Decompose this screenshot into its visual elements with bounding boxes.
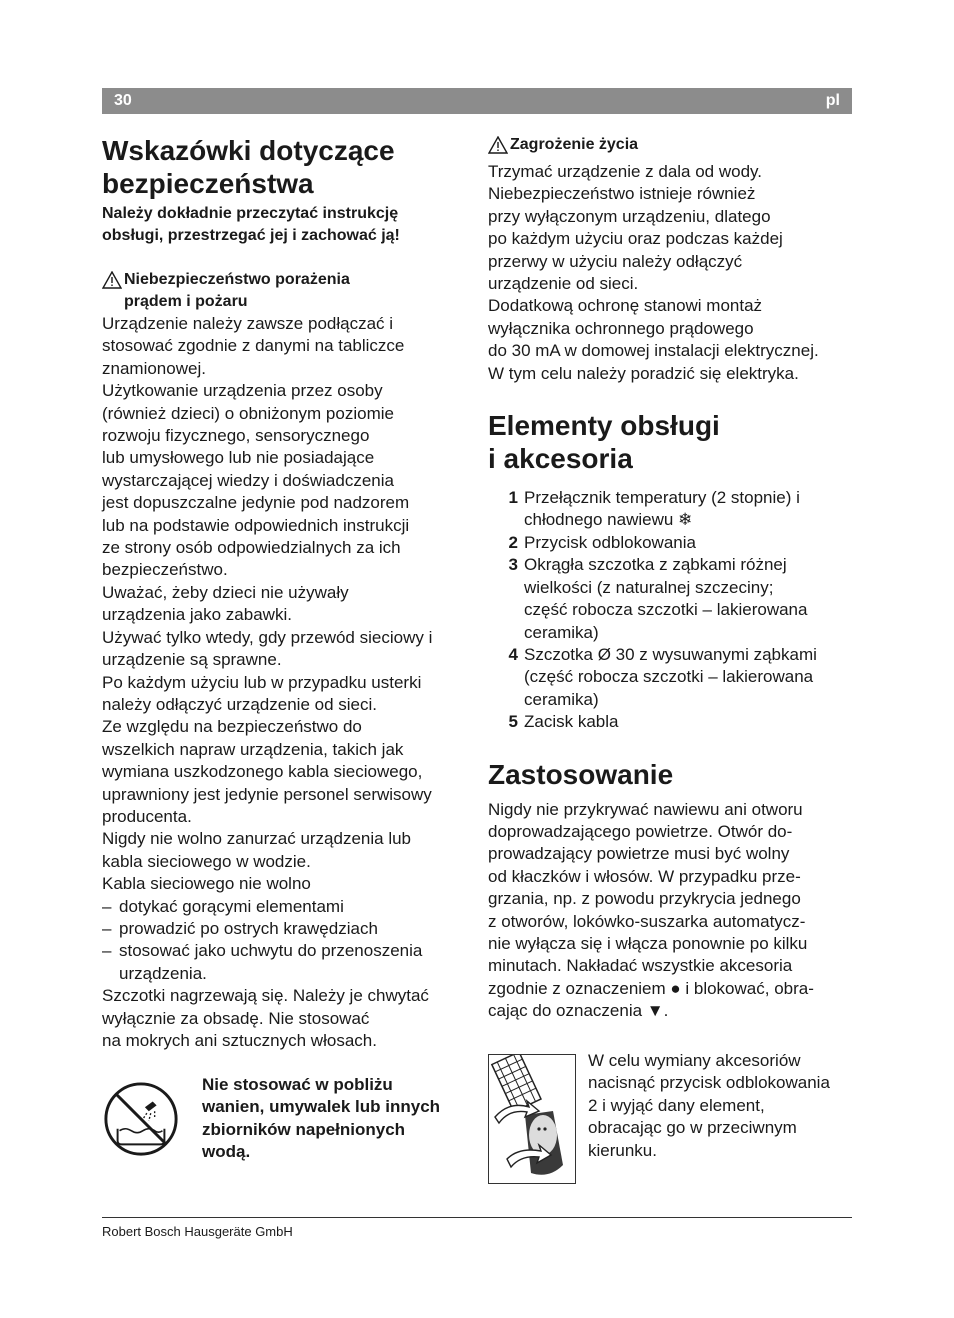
- danger-line: do 30 mA w domowej instalacji elektrycznej.: [488, 341, 819, 361]
- usage-line: od kłaczków i włosów. W przypadku prze-: [488, 866, 801, 886]
- item-text: ceramika): [524, 622, 599, 642]
- body-line: ze strony osób odpowiedzialnych za ich: [102, 538, 401, 558]
- item-number: 4: [508, 644, 518, 664]
- bath-line: Nie stosować w pobliżu: [202, 1075, 393, 1094]
- list-item: [488, 644, 854, 711]
- usage-body: [488, 799, 854, 1023]
- item-number: 1: [508, 488, 518, 508]
- item-number: 3: [508, 555, 518, 575]
- body-line: znamionowej.: [102, 358, 206, 378]
- usage-line: minutach. Nakładać wszystkie akcesoria: [488, 956, 793, 976]
- accessory-line: nacisnąć przycisk odblokowania: [588, 1073, 830, 1093]
- right-column: [488, 134, 854, 1023]
- warning1-title-line2: prądem i pożaru: [124, 293, 248, 310]
- dash-text: stosować jako uchwytu do przenoszenia: [119, 941, 423, 961]
- body-line: lub umysłowego lub nie posiadające: [102, 448, 375, 468]
- danger-line: Trzymać urządzenie z dala od wody.: [488, 162, 763, 181]
- danger-line: urządzenie od sieci.: [488, 274, 639, 294]
- body-line: jest dopuszczalne jedynie pod nadzorem: [102, 493, 410, 513]
- body-line: lub na podstawie odpowiednich instrukcji: [102, 515, 410, 535]
- safety-body: [102, 313, 467, 1052]
- controls-title: [488, 409, 854, 475]
- body-line: Kabla sieciowego nie wolno: [102, 874, 311, 894]
- body-line: wymiana uszkodzonego kabla sieciowego,: [102, 762, 423, 782]
- body-line: kabla sieciowego w wodzie.: [102, 851, 311, 871]
- accessory-line: kierunku.: [588, 1140, 657, 1160]
- accessory-illustration: [488, 1054, 576, 1184]
- usage-line: grzania, np. z powodu przykrycia jednego: [488, 889, 801, 909]
- usage-line: doprowadzającego powietrze. Otwór do-: [488, 821, 793, 841]
- bath-line: zbiorników napełnionych: [202, 1119, 406, 1139]
- bath-warning-text: [202, 1074, 470, 1164]
- body-line: rozwoju fizycznego, sensorycznego: [102, 426, 370, 446]
- safety-title-line1: Wskazówki dotyczące: [102, 135, 395, 166]
- body-line: Użytkowanie urządzenia przez osoby: [102, 381, 383, 401]
- item-text: Przełącznik temperatury (2 stopnie) i: [524, 488, 800, 508]
- no-water-icon: [102, 1080, 180, 1158]
- dash-item: [102, 940, 467, 985]
- body-line: Urządzenie należy zawsze podłączać i: [102, 314, 394, 333]
- body-line: stosować zgodnie z danymi na tabliczce: [102, 336, 405, 356]
- page-header: [102, 88, 852, 114]
- usage-line: z otworów, lokówko-suszarka automatycz-: [488, 911, 806, 931]
- footer-divider: [102, 1217, 852, 1218]
- dash-marker: –: [102, 918, 112, 938]
- accessory-instructions: [588, 1050, 858, 1162]
- danger-title: Zagrożenie życia: [510, 136, 639, 153]
- body-line: Nigdy nie wolno zanurzać urządzenia lub: [102, 829, 412, 849]
- item-text: ceramika): [524, 689, 599, 709]
- accessory-line: 2 i wyjąć dany element,: [588, 1095, 765, 1115]
- dash-text: urządzenia.: [119, 963, 207, 983]
- item-text: Zacisk kabla: [524, 712, 619, 732]
- dash-text: dotykać gorącymi elementami: [119, 896, 344, 916]
- body-line: urządzenie są sprawne.: [102, 650, 282, 670]
- dash-marker: –: [102, 896, 112, 916]
- dash-item: [102, 918, 467, 940]
- body-line: bezpieczeństwo.: [102, 560, 228, 580]
- bath-line: wanien, umywalek lub innych: [202, 1097, 441, 1117]
- warning-triangle-icon: [102, 269, 124, 313]
- body-line: Używać tylko wtedy, gdy przewód sieciowy i: [102, 627, 433, 647]
- danger-line: wyłącznika ochronnego prądowego: [488, 318, 754, 338]
- bath-warning: [102, 1074, 462, 1174]
- list-item: [488, 532, 854, 554]
- body-line: (również dzieci) o obniżonym poziomie: [102, 403, 394, 423]
- warning-triangle-icon: [488, 134, 510, 161]
- intro-line2: obsługi, przestrzegać jej i zachować ją!: [102, 227, 400, 244]
- body-line: Uważać, żeby dzieci nie używały: [102, 582, 349, 602]
- bath-line: wodą.: [202, 1142, 251, 1162]
- danger-line: Dodatkową ochronę stanowi montaż: [488, 296, 763, 316]
- body-line: wszelkich napraw urządzenia, takich jak: [102, 739, 404, 759]
- item-number: 2: [508, 532, 518, 552]
- usage-title: Zastosowanie: [488, 758, 674, 790]
- body-line: Ze względu na bezpieczeństwo do: [102, 717, 362, 737]
- item-text: (część robocza szczotki – lakierowana: [524, 667, 814, 687]
- usage-line: nie wyłącza się i włącza ponownie po kilku: [488, 933, 808, 953]
- danger-line: przy wyłączonym urządzeniu, dlatego: [488, 206, 771, 226]
- warning1-title-line1: Niebezpieczeństwo porażenia: [124, 271, 350, 288]
- body-line: uprawniony jest jedynie personel serwisowy: [102, 784, 432, 804]
- footer-company: Robert Bosch Hausgeräte GmbH: [102, 1224, 293, 1239]
- safety-title-line2: bezpieczeństwa: [102, 168, 314, 199]
- brush-removal-icon: [489, 1055, 575, 1183]
- accessory-line: obracając go w przeciwnym: [588, 1118, 797, 1138]
- danger-line: W tym celu należy poradzić się elektryka.: [488, 363, 799, 383]
- item-text: chłodnego nawiewu ❄: [524, 510, 693, 530]
- list-item: [488, 711, 854, 733]
- usage-line: cając do oznaczenia ▼.: [488, 1001, 669, 1021]
- body-line: wystarczającej wiedzy i doświadczenia: [102, 470, 394, 490]
- dash-text: prowadzić po ostrych krawędziach: [119, 918, 378, 938]
- item-text: Przycisk odblokowania: [524, 532, 696, 552]
- body-line: Szczotki nagrzewają się. Należy je chwytać: [102, 986, 429, 1006]
- safety-title: [102, 134, 467, 200]
- controls-title-line2: i akcesoria: [488, 443, 633, 475]
- accessory-line: W celu wymiany akcesoriów: [588, 1051, 801, 1070]
- item-number: 5: [508, 712, 518, 732]
- item-text: Szczotka Ø 30 z wysuwanymi ząbkami: [524, 644, 817, 664]
- page-number: 30: [114, 92, 132, 109]
- usage-line: zgodnie z oznaczeniem ● i blokować, obra-: [488, 978, 814, 998]
- language-code: pl: [825, 92, 840, 109]
- body-line: wyłącznie za obsadę. Nie stosować: [102, 1008, 370, 1028]
- body-line: producenta.: [102, 806, 192, 826]
- intro-line1: Należy dokładnie przeczytać instrukcję: [102, 205, 399, 222]
- danger-line: po każdym użyciu oraz podczas każdej: [488, 229, 783, 249]
- body-line: urządzenia jako zabawki.: [102, 605, 292, 625]
- body-line: należy odłączyć urządzenie od sieci.: [102, 694, 377, 714]
- controls-title-line1: Elementy obsługi: [488, 410, 720, 442]
- dash-marker: –: [102, 941, 112, 961]
- body-line: Po każdym użyciu lub w przypadku usterki: [102, 672, 422, 692]
- item-text: wielkości (z naturalnej szczeciny;: [524, 577, 774, 597]
- left-column: [102, 134, 467, 1052]
- list-item: [488, 554, 854, 644]
- danger-line: przerwy w użyciu należy odłączyć: [488, 251, 743, 271]
- danger-line: Niebezpieczeństwo istnieje również: [488, 184, 756, 204]
- item-text: Okrągła szczotka z ząbkami różnej: [524, 555, 787, 575]
- safety-intro: [102, 203, 467, 247]
- list-item: [488, 487, 854, 532]
- electric-warning-heading: [102, 269, 467, 313]
- controls-list: [488, 487, 854, 733]
- danger-body: [488, 161, 854, 385]
- danger-heading: [488, 134, 854, 161]
- usage-line: prowadzający powietrze musi być wolny: [488, 844, 790, 864]
- dash-item: [102, 896, 467, 918]
- usage-line: Nigdy nie przykrywać nawiewu ani otworu: [488, 799, 803, 819]
- item-text: część robocza szczotki – lakierowana: [524, 600, 808, 620]
- body-line: na mokrych ani sztucznych włosach.: [102, 1031, 377, 1050]
